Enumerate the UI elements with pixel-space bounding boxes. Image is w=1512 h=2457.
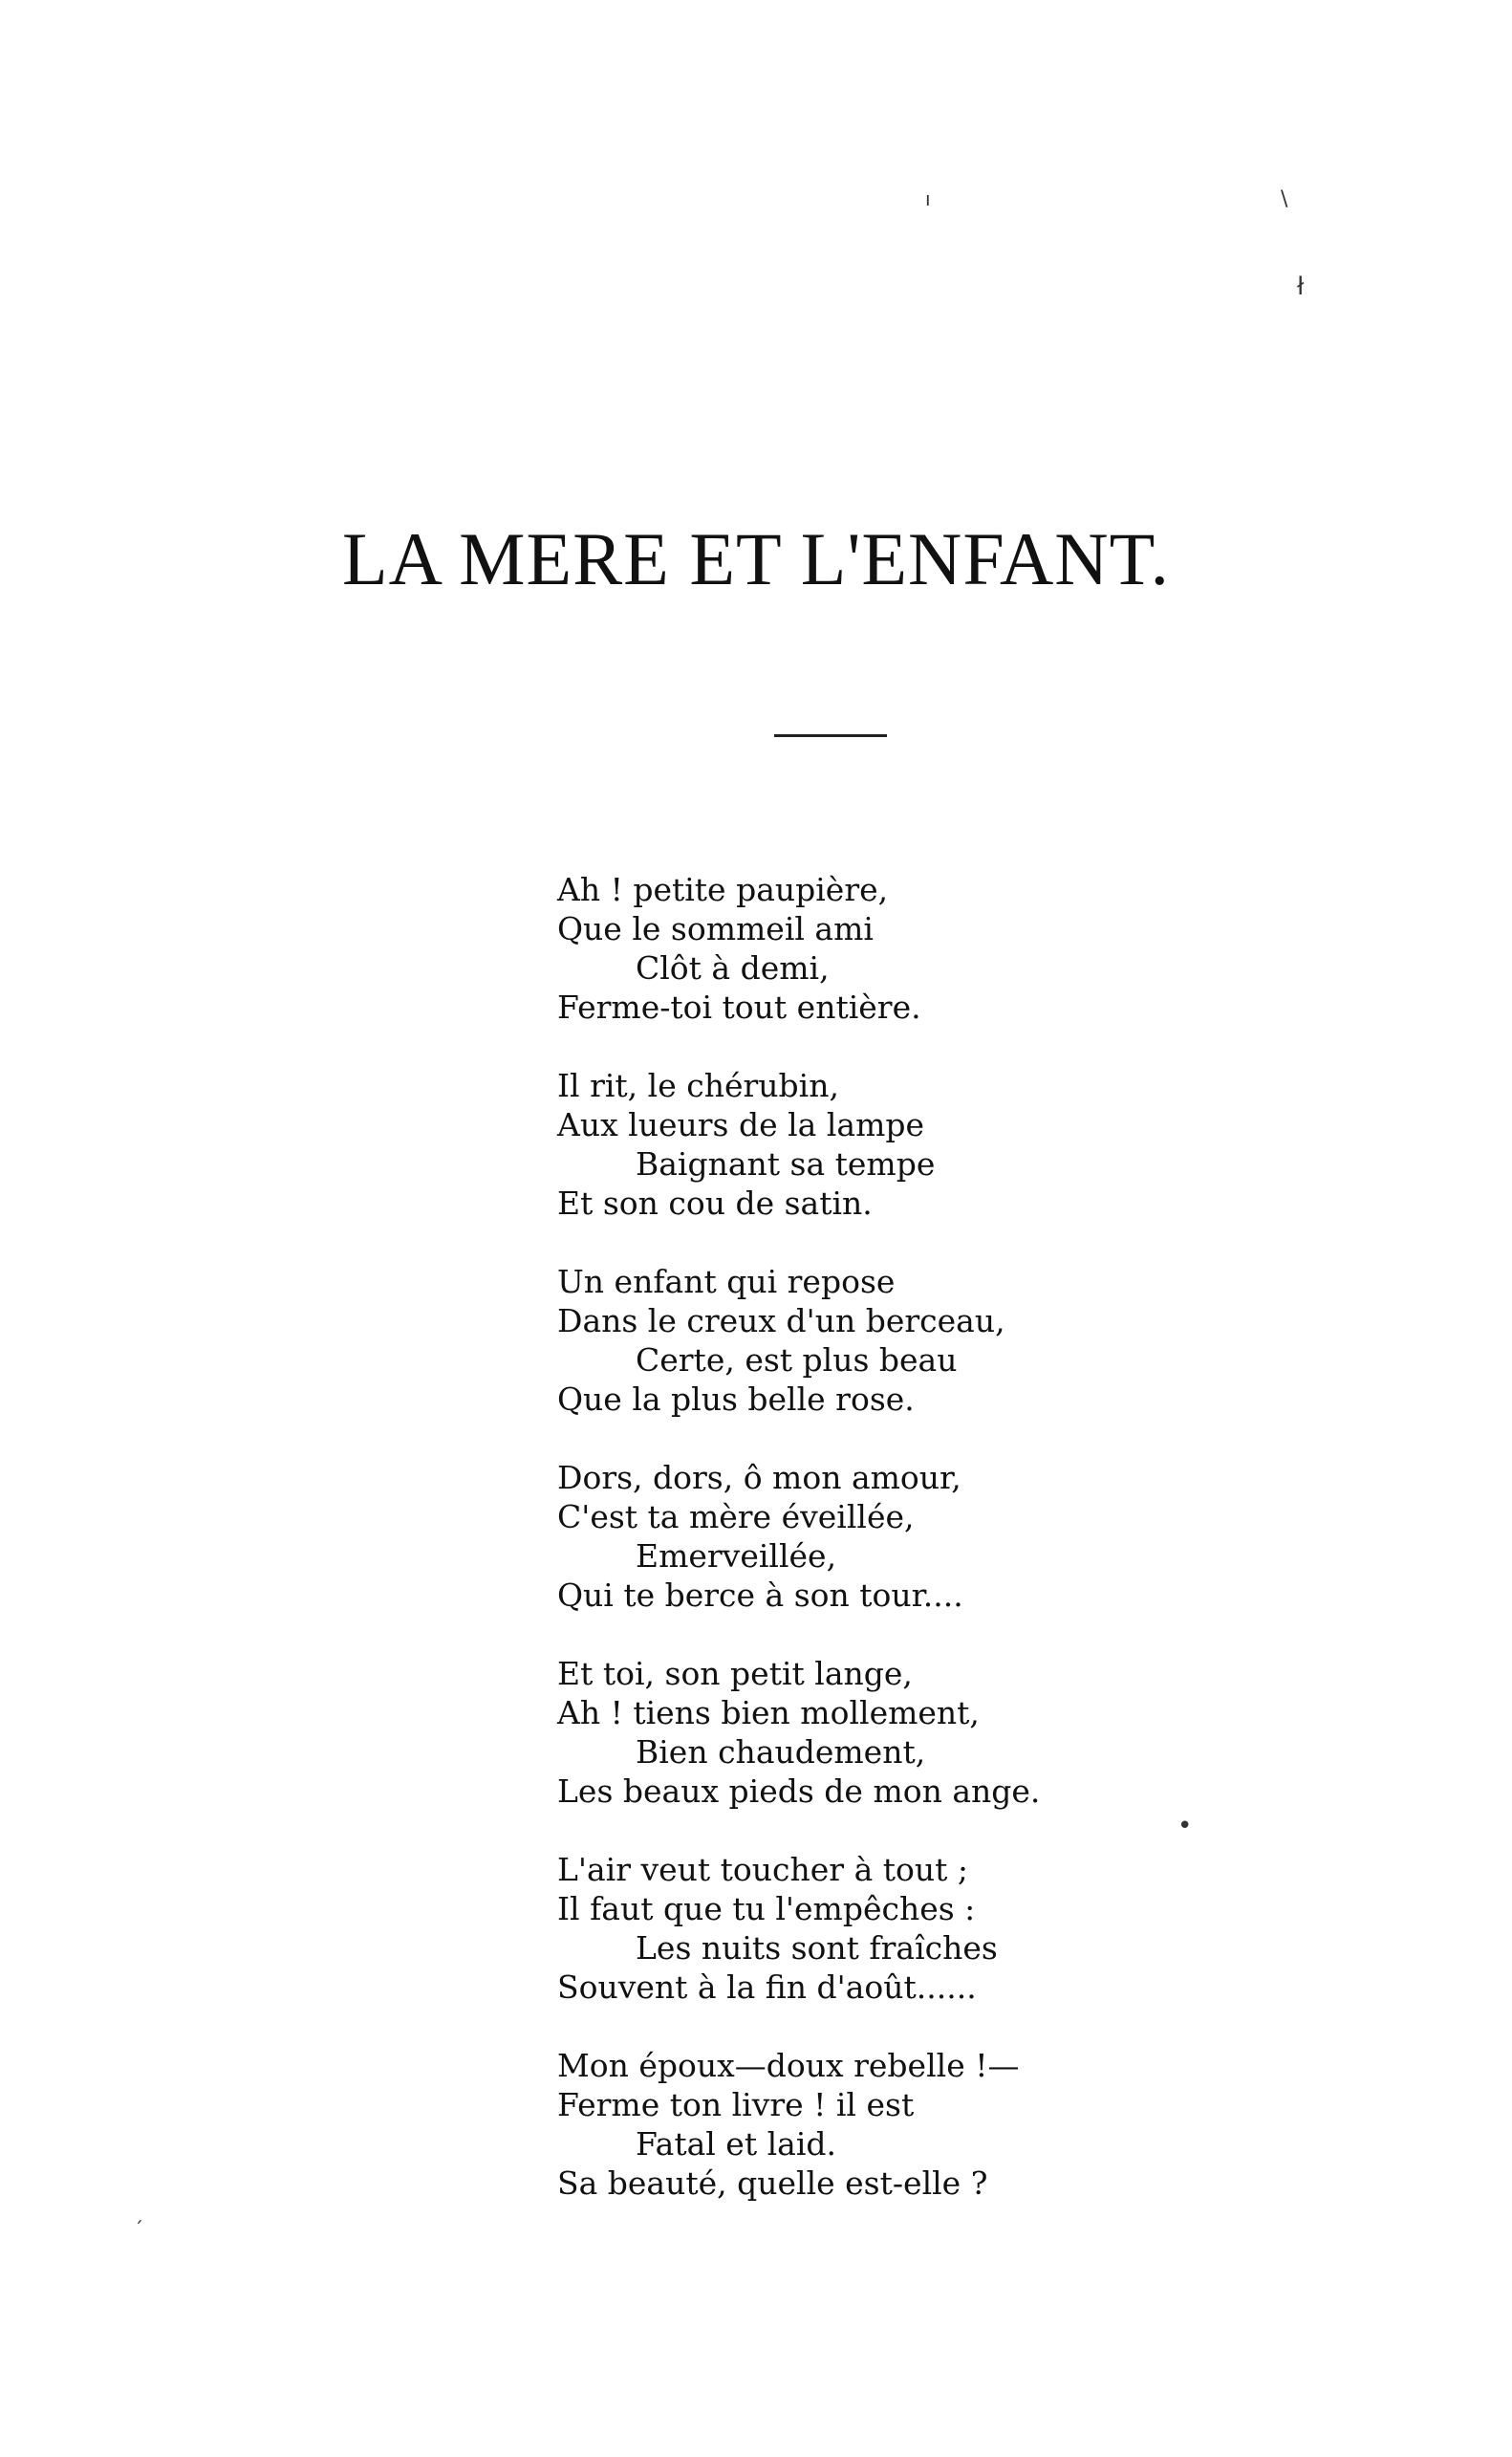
stanza: [557, 1850, 1322, 2007]
poem-line: Il faut que tu l'empêches :: [557, 1890, 976, 1927]
poem-line: Baignant sa tempe: [636, 1145, 936, 1183]
poem-line: Que le sommeil ami: [557, 910, 874, 947]
poem-body: [557, 870, 1322, 2242]
poem-line: Qui te berce à son tour....: [557, 1576, 963, 1614]
poem-line: Dans le creux d'un berceau,: [557, 1302, 1005, 1339]
poem-line: C'est ta mère éveillée,: [557, 1498, 915, 1535]
poem-line: Ah ! petite paupière,: [557, 871, 889, 908]
print-speck: \: [1281, 187, 1288, 211]
poem-line: Mon époux—doux rebelle !—: [557, 2047, 1020, 2084]
poem-line: Fatal et laid.: [636, 2125, 836, 2163]
poem-line: Il rit, le chérubin,: [557, 1067, 839, 1104]
poem-line: Aux lueurs de la lampe: [557, 1106, 925, 1143]
poem-line: Ferme ton livre ! il est: [557, 2086, 915, 2123]
poem-title: LA MERE ET L'ENFANT.: [341, 517, 1170, 600]
poem-line: Souvent à la fin d'août......: [557, 1968, 977, 2006]
print-speck: ˏ: [134, 2201, 143, 2224]
stanza: [557, 1458, 1322, 1615]
poem-line: Dors, dors, ô mon amour,: [557, 1459, 961, 1496]
poem-line: Emerveillée,: [636, 1537, 837, 1575]
print-speck: ł: [1297, 272, 1305, 301]
poem-line: L'air veut toucher à tout ;: [557, 1851, 968, 1888]
poem-line: Les nuits sont fraîches: [636, 1929, 998, 1967]
stanza: [557, 1654, 1322, 1811]
print-speck: •: [1177, 1812, 1193, 1840]
poem-line: Sa beauté, quelle est-elle ?: [557, 2164, 988, 2202]
stanza: [557, 2046, 1322, 2203]
poem-line: Et toi, son petit lange,: [557, 1655, 913, 1692]
poem-line: Et son cou de satin.: [557, 1185, 873, 1222]
stanza: [557, 1066, 1322, 1223]
poem-line: Clôt à demi,: [636, 949, 830, 987]
poem-line: Les beaux pieds de mon ange.: [557, 1772, 1041, 1810]
stanza: [557, 870, 1322, 1027]
title-divider: [774, 734, 887, 737]
poem-line: Ah ! tiens bien mollement,: [557, 1694, 980, 1731]
poem-line: Ferme-toi tout entière.: [557, 989, 921, 1026]
poem-line: Que la plus belle rose.: [557, 1381, 915, 1418]
poem-line: Bien chaudement,: [636, 1733, 926, 1771]
print-speck: ı: [925, 187, 931, 210]
poem-line: Un enfant qui repose: [557, 1263, 896, 1300]
stanza: [557, 1262, 1322, 1419]
poem-line: Certe, est plus beau: [636, 1341, 958, 1379]
